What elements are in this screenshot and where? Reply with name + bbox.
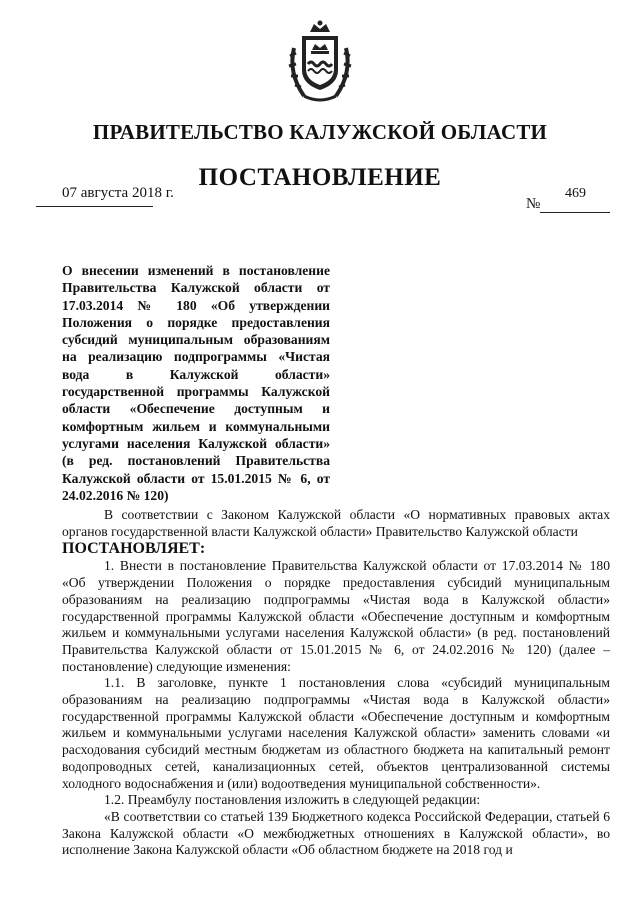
document-date: 07 августа 2018 г. [62, 185, 174, 201]
paragraph-1-1: 1.1. В заголовке, пункте 1 постановления слова «субсидий муниципальным образованиям на реализацию подпрограммы «Чистая вода в Калужской области» государственной программы Калужской области «Обеспечение доступным и комфортным жильем и коммунальными услугами населения Калужской области» заменить словами «и расходования субсидий местным бюджетам из областного бюджета на капитальный ремонт водопроводных сетей, канализационных сетей, объектов централизованной системы холодного водоснабжения и (или) водоотведения муниципальной собственности». [62, 675, 610, 791]
paragraph-1-2-quote: «В соответствии со статьей 139 Бюджетного кодекса Российской Федерации, статьей 6 Закона Калужской области «О межбюджетных отношениях в Калужской области», во исполнение Закона Калужской области «Об областном бюджете на 2018 год и [62, 808, 610, 858]
government-title: ПРАВИТЕЛЬСТВО КАЛУЖСКОЙ ОБЛАСТИ [92, 120, 548, 144]
document-number: 469 [565, 186, 586, 201]
paragraph-1: 1. Внести в постановление Правительства Калужской области от 17.03.2014 № 180 «Об утверждении Положения о порядке предоставления субсидий муниципальным образованиям на реализацию подпрограммы «Чистая вода в Калужской области» государственной программы Калужской области «Обеспечение доступным и комфортным жильем и коммунальными услугами населения Калужской области» (в ред. постановлений Правительства Калужской области от 15.01.2015 № 6, от 24.02.2016 № 120) (далее – постановление) следующие изменения: [62, 558, 610, 674]
document-subject: О внесении изменений в постановление Правительства Калужской области от 17.03.2014 № 180 «Об утверждении Положения о порядке предоставления субсидий муниципальным образованиям на реализацию подпрограммы «Чистая вода в Калужской области» государственной программы Калужской области «Обеспечение доступным и комфортным жильем и коммунальными услугами населения Калужской области» (в ред. постановлений Правительства Калужской области от 15.01.2015 № 6, от 24.02.2016 № 120) [62, 263, 330, 503]
number-underline [540, 212, 610, 213]
document-type-title: ПОСТАНОВЛЕНИЕ [198, 164, 442, 191]
date-underline [36, 206, 153, 207]
kaluga-region-coat-of-arms-icon [282, 18, 358, 104]
number-sign: № [526, 196, 541, 212]
paragraph-1-2: 1.2. Преамбулу постановления изложить в следующей редакции: [104, 792, 481, 808]
document-body [62, 507, 610, 859]
decree-word: ПОСТАНОВЛЯЕТ: [62, 540, 206, 558]
intro-paragraph: В соответствии с Законом Калужской области «О нормативных правовых актах органов государственной власти Калужской области» Правительство Калужской области [62, 507, 610, 539]
